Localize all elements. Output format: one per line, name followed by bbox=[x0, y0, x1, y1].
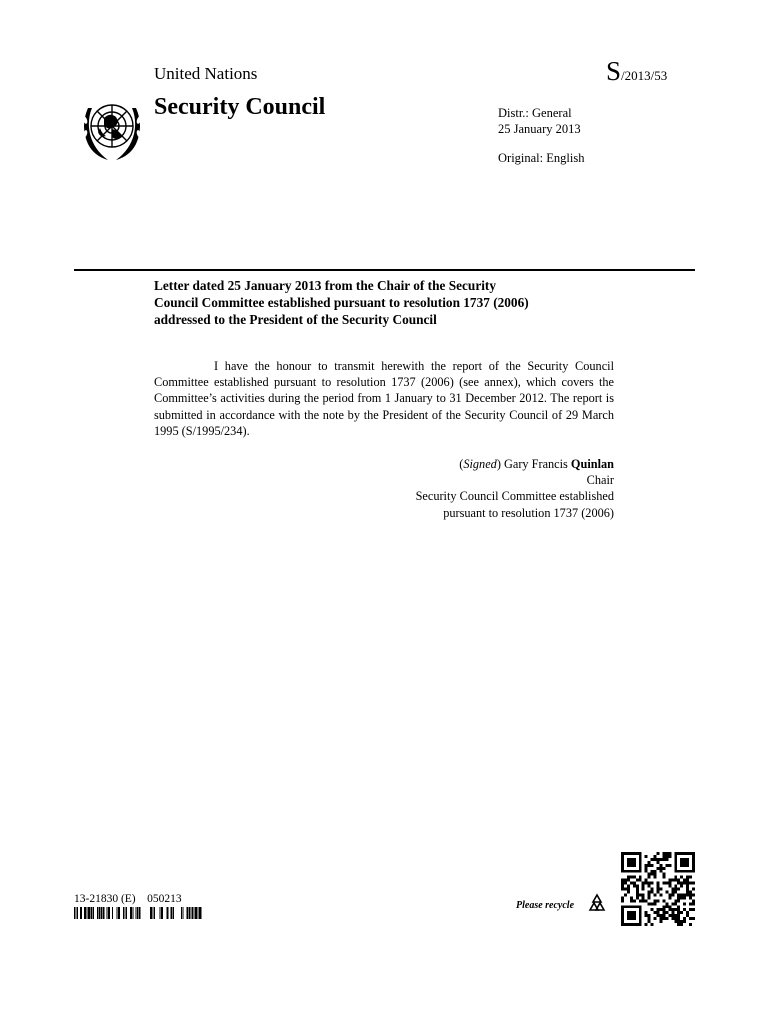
council-name: Security Council bbox=[154, 94, 326, 120]
letter-paragraph: I have the honour to transmit herewith the report of the Security Council Committee established pursuant to resolution 1737 (2006) (see annex), which covers the Committee’s activities during the period from 1 January to 31 December 2012. The report is submitted in accordance with the note by the President of the Security Council of 29 March 1995 (S/1995/234). bbox=[154, 359, 614, 438]
distribution-type: Distr.: General bbox=[498, 106, 572, 120]
qr-code-icon bbox=[621, 852, 695, 926]
recycle-label: Please recycle bbox=[516, 900, 575, 911]
committee-line-1: Security Council Committee established bbox=[415, 489, 614, 504]
document-symbol-letter: S bbox=[606, 56, 622, 86]
barcode-icon bbox=[74, 907, 202, 919]
organization-name: United Nations bbox=[154, 64, 258, 83]
distribution-block bbox=[498, 105, 584, 166]
signature-line: (Signed) Gary Francis Quinlan bbox=[459, 457, 614, 471]
letter-title: Letter dated 25 January 2013 from the Chair of the Security Council Committee established pursuant to resolution 1737 (2006) addressed to the President of the Security Council bbox=[154, 278, 529, 327]
document-symbol-number: /2013/53 bbox=[621, 68, 668, 83]
signatory-surname: Quinlan bbox=[570, 457, 614, 471]
original-language: Original: English bbox=[498, 151, 585, 165]
document-symbol bbox=[606, 56, 667, 87]
document-number: 13-21830 (E) 050213 bbox=[74, 893, 182, 905]
signature-block bbox=[300, 456, 614, 521]
document-date: 25 January 2013 bbox=[498, 122, 581, 136]
signatory-role: Chair bbox=[586, 473, 614, 488]
recycle-icon bbox=[586, 892, 608, 914]
committee-line-2: pursuant to resolution 1737 (2006) bbox=[443, 505, 614, 520]
signed-label: Signed bbox=[463, 457, 497, 471]
header-rule bbox=[74, 269, 695, 271]
signatory-first-names: Gary Francis bbox=[503, 457, 568, 471]
un-emblem-icon bbox=[76, 96, 148, 164]
